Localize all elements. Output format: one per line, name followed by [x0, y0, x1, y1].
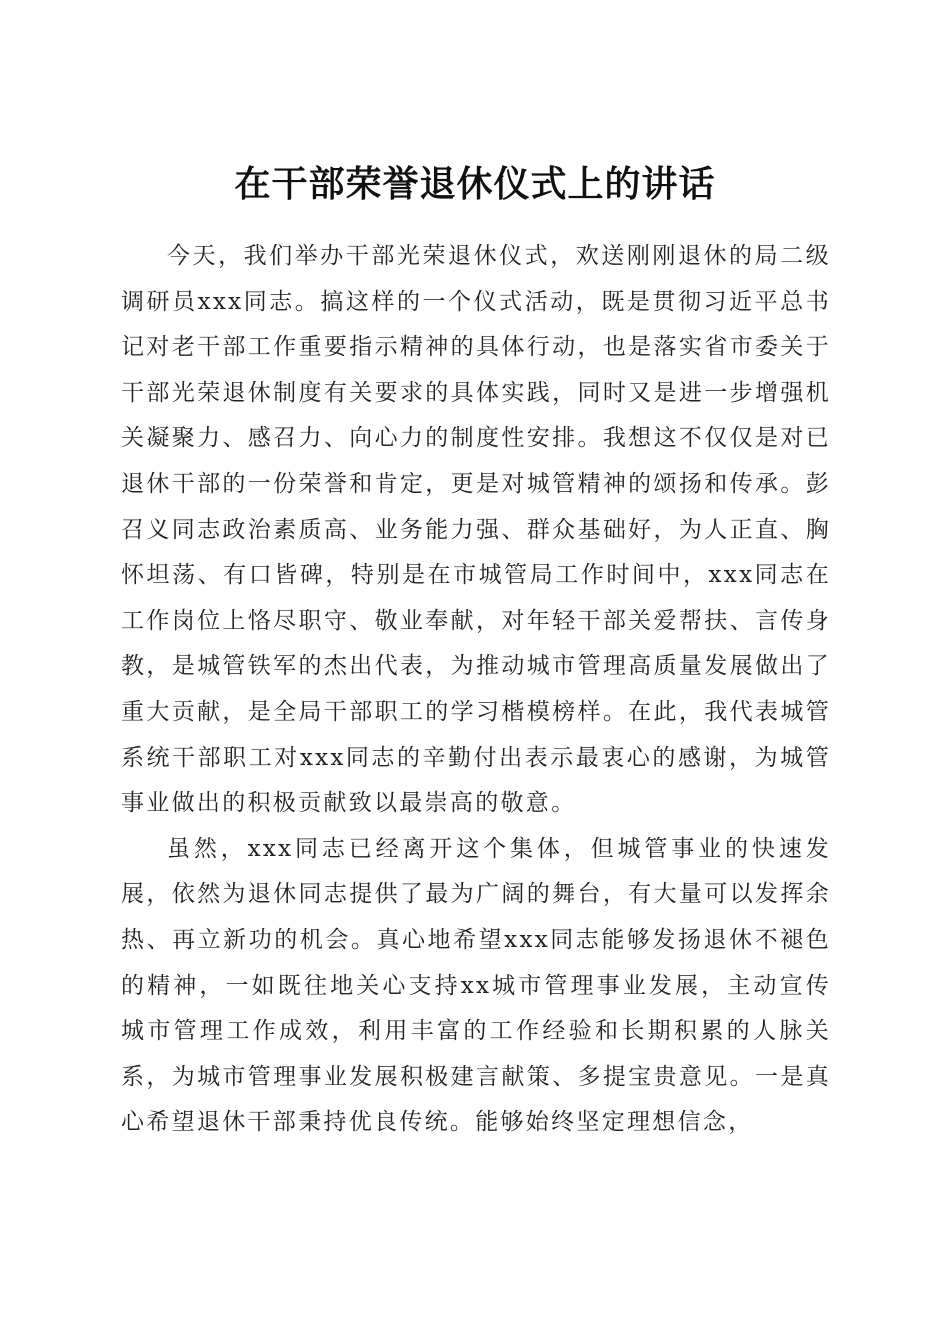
paragraph-1: 今天，我们举办干部光荣退休仪式，欢送刚刚退休的局二级调研员xxx同志。搞这样的一个仪式活动，既是贯彻习近平总书记对老干部工作重要指示精神的具体行动，也是落实省市委关于干部光荣退休制度有关要求的具体实践，同时又是进一步增强机关凝聚力、感召力、向心力的制度性安排。我想这不仅仅是对已退休干部的一份荣誉和肯定，更是对城管精神的颂扬和传承。彭召义同志政治素质高、业务能力强、群众基础好，为人正直、胸怀坦荡、有口皆碑，特别是在市城管局工作时间中，xxx同志在工作岗位上恪尽职守、敬业奉献，对年轻干部关爱帮扶、言传身教，是城管铁军的杰出代表，为推动城市管理高质量发展做出了重大贡献，是全局干部职工的学习楷模榜样。在此，我代表城管系统干部职工对xxx同志的辛勤付出表示最衷心的感谢，为城管事业做出的积极贡献致以最崇高的敬意。 [121, 243, 831, 817]
document-title: 在干部荣誉退休仪式上的讲话 [234, 163, 716, 206]
document-body [121, 234, 831, 1146]
paragraph-2: 虽然，xxx同志已经离开这个集体，但城管事业的快速发展，依然为退休同志提供了最为广阔的舞台，有大量可以发挥余热、再立新功的机会。真心地希望xxx同志能够发扬退休不褪色的精神，一如既往地关心支持xx城市管理事业发展，主动宣传城市管理工作成效，利用丰富的工作经验和长期积累的人脉关系，为城市管理事业发展积极建言献策、多提宝贵意见。一是真心希望退休干部秉持优良传统。能够始终坚定理想信念， [121, 835, 831, 1136]
